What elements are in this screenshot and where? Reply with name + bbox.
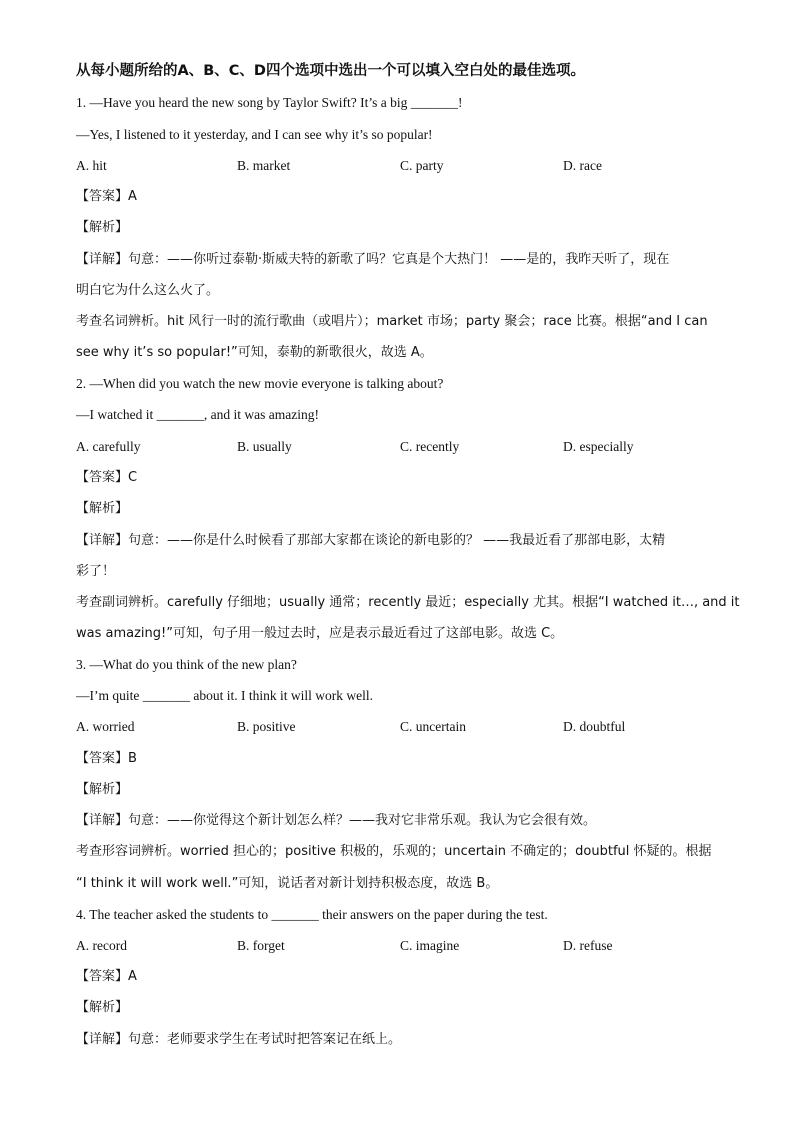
question-2-reply: —I watched it _______, and it was amazing!: [76, 407, 319, 422]
q3-option-c: C. uncertain: [400, 719, 466, 734]
q1-option-a: A. hit: [76, 158, 107, 173]
question-3-reply: —I’m quite _______ about it. I think it will work well.: [76, 688, 373, 703]
q1-option-c: C. party: [400, 158, 444, 173]
q1-analysis-label: 【解析】: [76, 220, 129, 235]
q3-analysis-label: 【解析】: [76, 782, 129, 797]
q2-detail-line-2: 彩了！: [76, 564, 116, 579]
q4-detail-line-1: 【详解】句意：老师要求学生在考试时把答案记在纸上。: [76, 1032, 402, 1047]
q1-option-b: B. market: [237, 158, 291, 173]
q4-option-a: A. record: [76, 938, 127, 953]
q3-option-d: D. doubtful: [563, 719, 626, 734]
q2-detail-line-4: was amazing!”可知，句子用一般过去时，应是表示最近看过了这部电影。故选 C。: [76, 626, 564, 641]
q3-option-a: A. worried: [76, 719, 135, 734]
q3-detail-line-2: 考查形容词辨析。worried 担心的；positive 积极的，乐观的；uncertain 不确定的；doubtful 怀疑的。根据: [76, 844, 712, 859]
q2-option-c: C. recently: [400, 439, 460, 454]
question-4-stem: 4. The teacher asked the students to _______ their answers on the paper during the test.: [76, 907, 548, 922]
q4-option-c: C. imagine: [400, 938, 460, 953]
question-2-stem: 2. —When did you watch the new movie everyone is talking about?: [76, 376, 444, 391]
q3-option-b: B. positive: [237, 719, 296, 734]
q4-option-b: B. forget: [237, 938, 285, 953]
q2-detail-line-3: 考查副词辨析。carefully 仔细地；usually 通常；recently 最近；especially 尤其。根据“I watched it…, and it: [76, 595, 740, 610]
q1-option-d: D. race: [563, 158, 602, 173]
q3-answer: 【答案】B: [76, 751, 137, 766]
q2-answer: 【答案】C: [76, 470, 138, 485]
q1-detail-line-2: 明白它为什么这么火了。: [76, 283, 220, 298]
q4-answer: 【答案】A: [76, 969, 137, 984]
question-3-stem: 3. —What do you think of the new plan?: [76, 657, 297, 672]
q1-detail-line-3: 考查名词辨析。hit 风行一时的流行歌曲（或唱片）；market 市场；party 聚会；race 比赛。根据“and I can: [76, 314, 708, 329]
q2-option-a: A. carefully: [76, 439, 141, 454]
q2-option-b: B. usually: [237, 439, 292, 454]
question-1-stem: 1. —Have you heard the new song by Taylor Swift? It’s a big _______!: [76, 95, 463, 110]
q2-detail-line-1: 【详解】句意：——你是什么时候看了那部大家都在谈论的新电影的？ ——我最近看了那部电影，太精: [76, 533, 666, 548]
q4-option-d: D. refuse: [563, 938, 613, 953]
q4-analysis-label: 【解析】: [76, 1000, 129, 1015]
q3-detail-line-1: 【详解】句意：——你觉得这个新计划怎么样？——我对它非常乐观。我认为它会很有效。: [76, 813, 597, 828]
q1-answer: 【答案】A: [76, 189, 137, 204]
question-1-reply: —Yes, I listened to it yesterday, and I can see why it’s so popular!: [76, 127, 433, 142]
q3-detail-line-3: “I think it will work well.”可知，说话者对新计划持积极态度，故选 B。: [76, 876, 499, 891]
instruction: 从每小题所给的A、B、C、D四个选项中选出一个可以填入空白处的最佳选项。: [76, 63, 585, 79]
q2-analysis-label: 【解析】: [76, 501, 129, 516]
q2-option-d: D. especially: [563, 439, 634, 454]
q1-detail-line-4: see why it’s so popular!”可知，泰勒的新歌很火，故选 A。: [76, 345, 433, 360]
q1-detail-line-1: 【详解】句意：——你听过泰勒·斯威夫特的新歌了吗？它真是个大热门！ ——是的，我昨天听了，现在: [76, 252, 670, 267]
